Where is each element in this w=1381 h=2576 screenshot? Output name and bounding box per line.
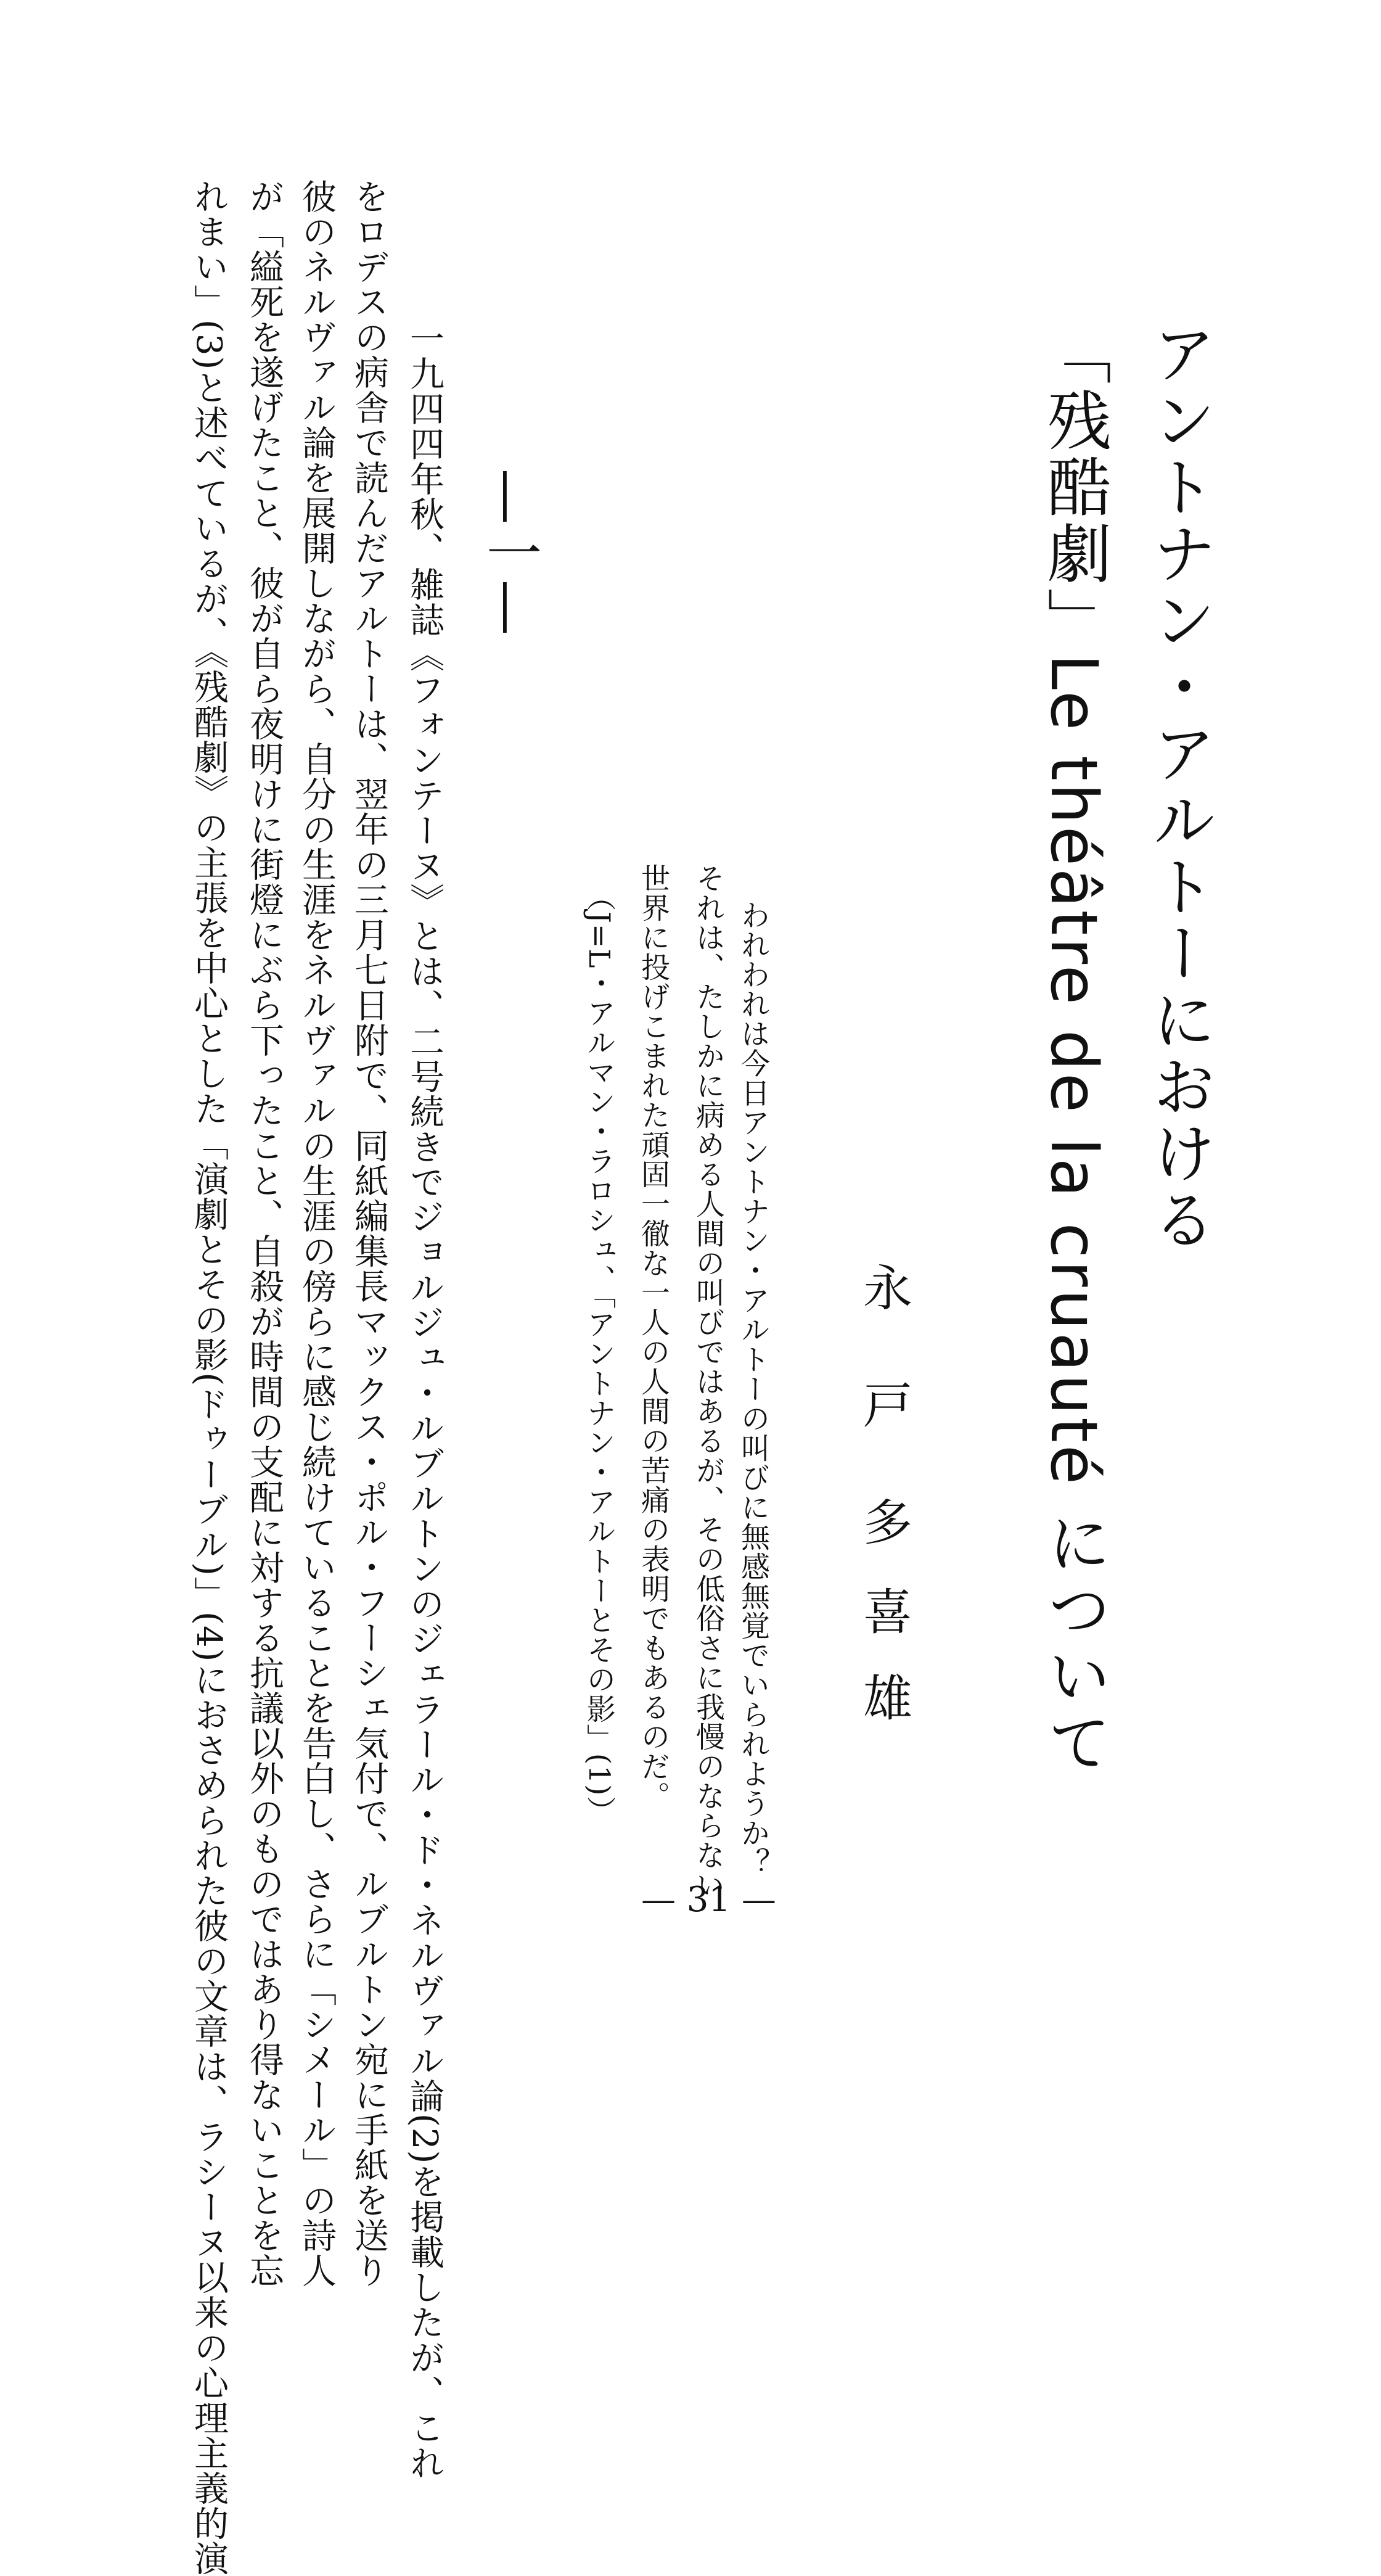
body-line: 彼のネルヴァル論を展開しながら、自分の生涯をネルヴァルの生涯の傍らに感じ続けていることを告白し、さらに「シメール」の詩人 (297, 179, 337, 2288)
epigraph-attribution: （J=L・アルマン・ラロシュ、「アントナン・アルトーとその影」(1)） (582, 882, 616, 1826)
author-char: 多 (863, 1494, 912, 1552)
epigraph-line: それは、たしかに病める人間の叫びではあるが、その低俗さに我慢のならない (691, 863, 725, 1899)
author-char: 永 (863, 1260, 912, 1317)
title-line-2: 「残酷劇」Le théâtre de la cruauté について (1036, 321, 1112, 1776)
author-char: 雄 (863, 1670, 912, 1727)
section-number: —一— (477, 469, 541, 635)
author-char: 戸 (863, 1377, 912, 1434)
title-line-1: アントナン・アルトーにおける (1141, 321, 1216, 1253)
epigraph-line: 世界に投げこまれた頑固一徹な一人の人間の苦痛の表明でもあるのだ。 (636, 863, 670, 1811)
body-line: をロデスの病舎で読んだアルトーは、翌年の三月七日附で、同紙編集長マックス・ポル・フーシェ気付で、ルブルトン宛に手紙を送り (349, 179, 389, 2288)
body-line: が「縊死を遂げたこと、彼が自ら夜明けに街燈にぶら下ったこと、自殺が時間の支配に対する抗議以外のものではあり得ないことを忘 (244, 179, 284, 2288)
author-char: 喜 (863, 1584, 912, 1641)
epigraph-line: われわれは今日アントナン・アルトーの叫びに無感無覚でいられようか？ (736, 900, 770, 1877)
page-number: — 31 — (641, 1880, 776, 1920)
body-line: 一九四四年秋、雑誌《フォンテーヌ》とは、二号続きでジョルジュ・ルブルトンのジェラール・ド・ネルヴァル論(2)を掲載したが、これ (404, 321, 445, 2481)
body-line: れまい」(3)と述べているが、《残酷劇》の主張を中心とした「演劇とその影(ドゥーブル)」(4)におさめられた彼の文章は、ラシーヌ以来の心理主義的演 (189, 179, 229, 2576)
